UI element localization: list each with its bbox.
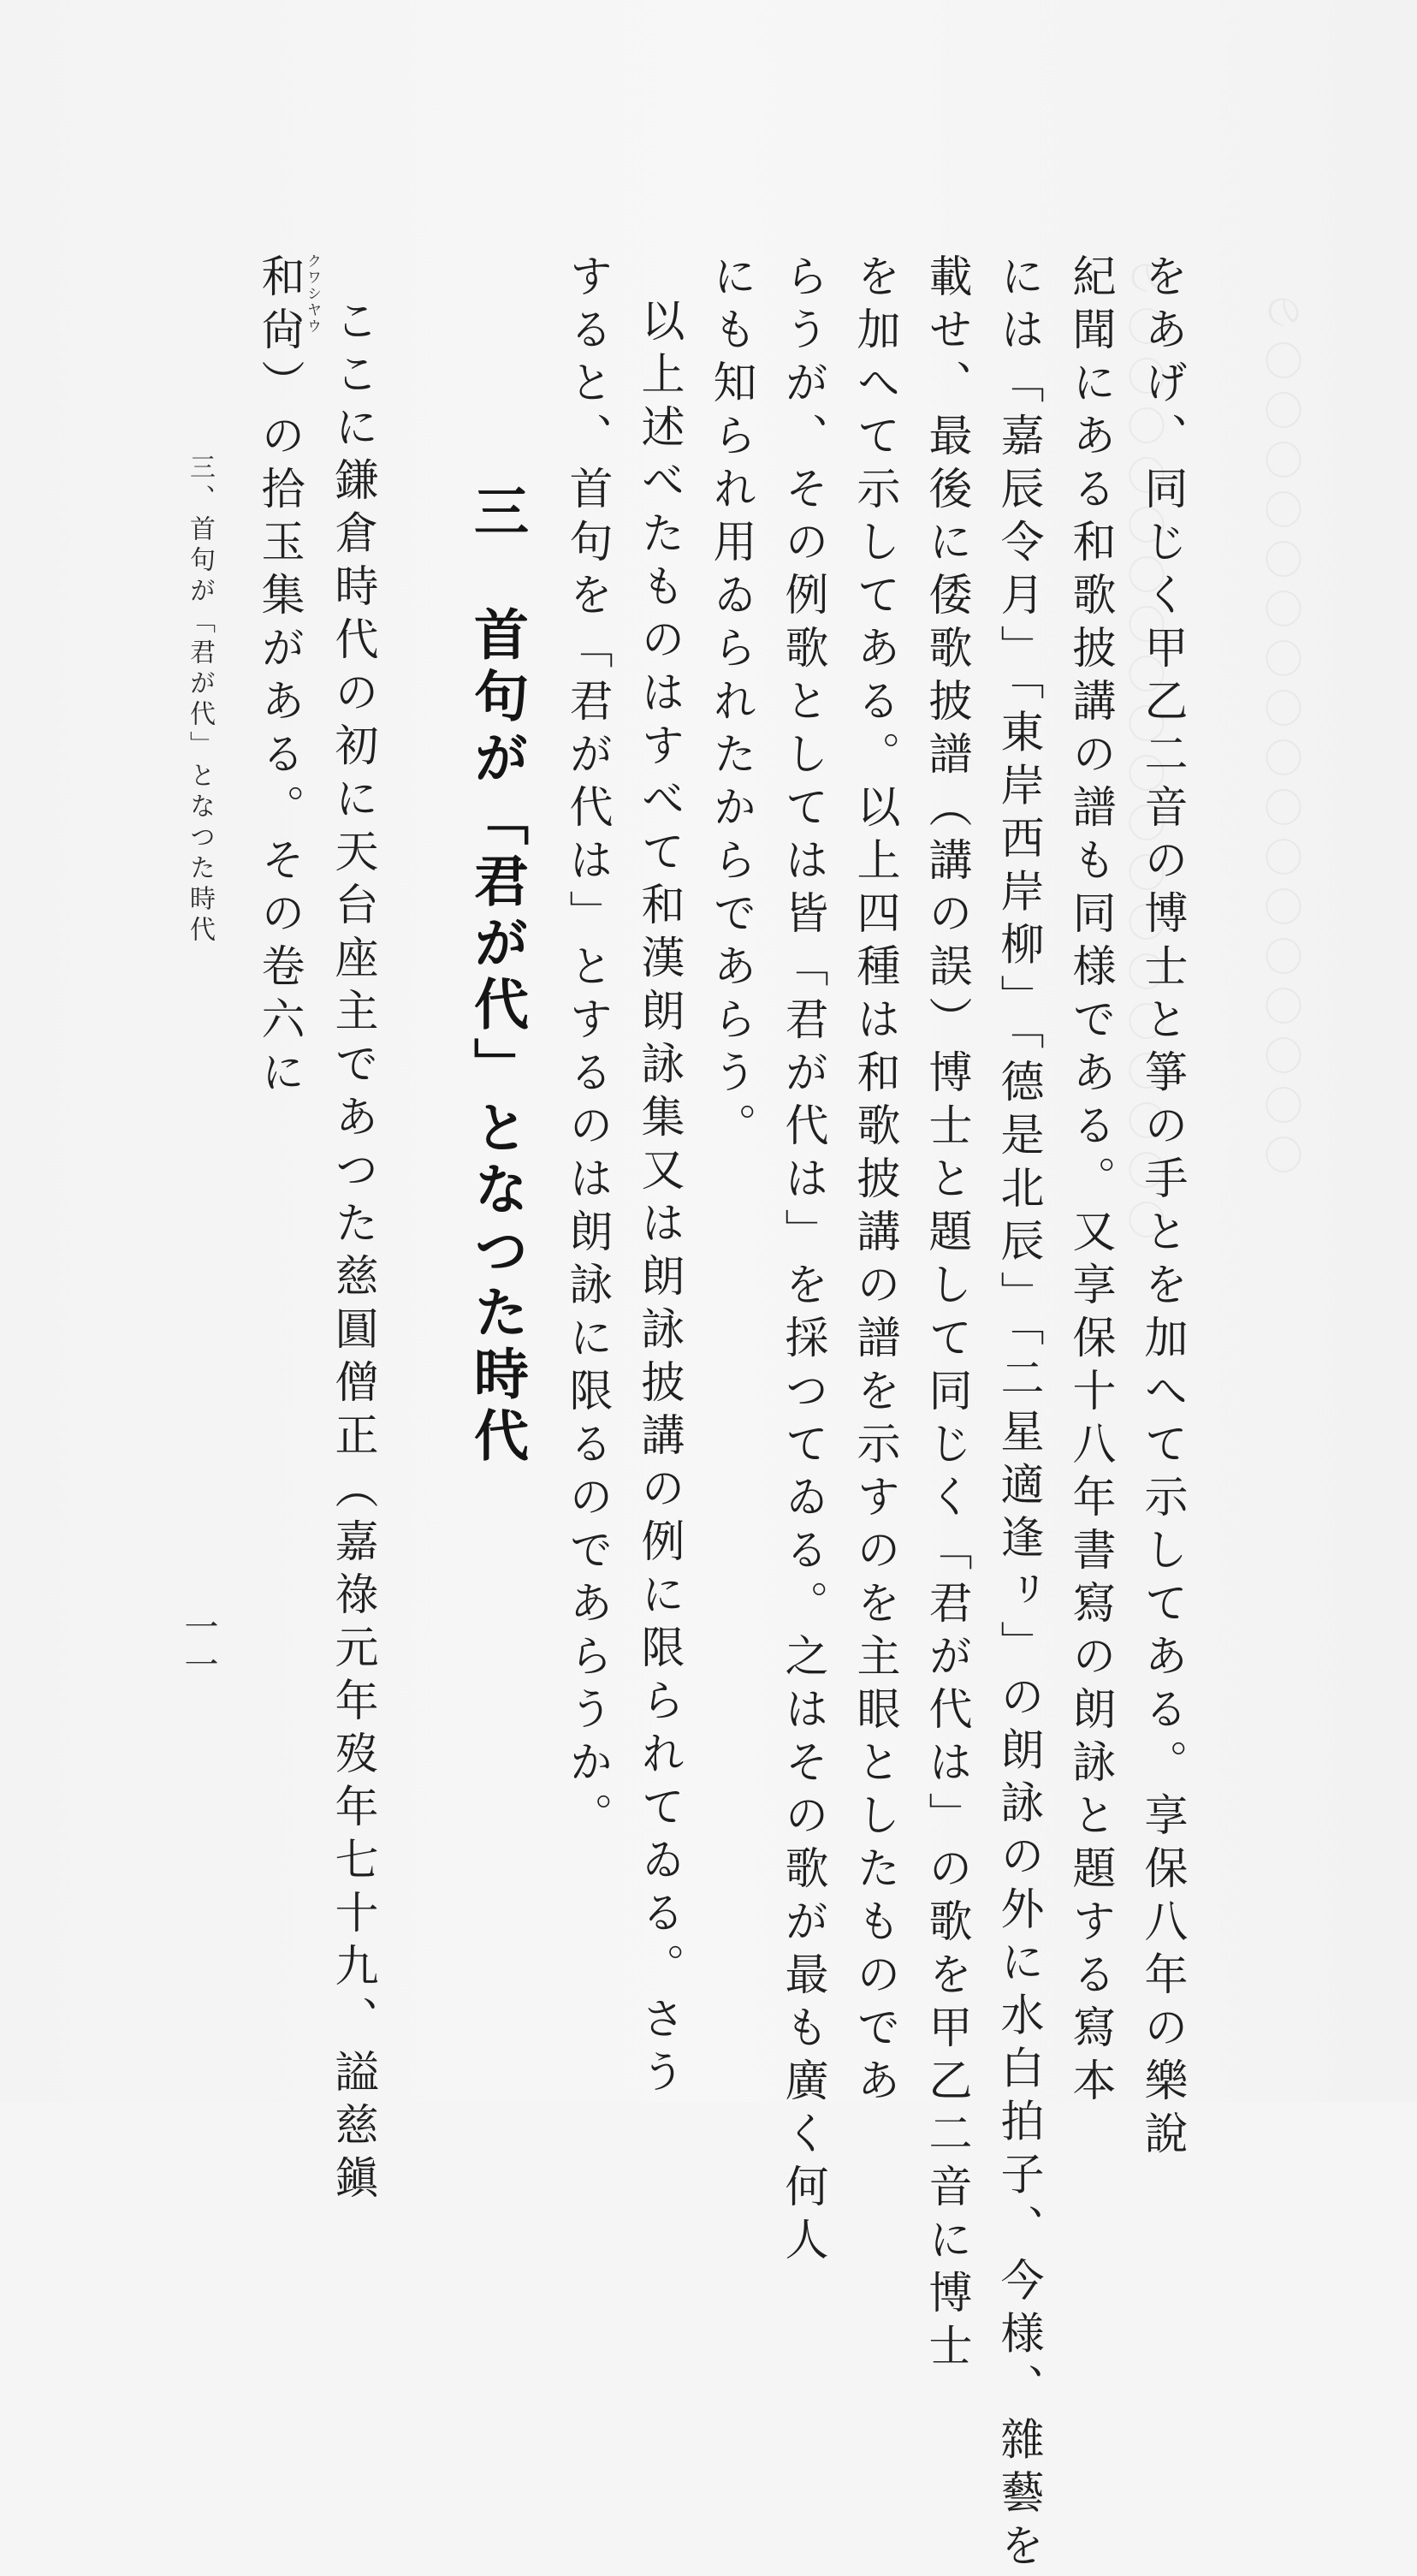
- body-text-column: にも知られ用ゐられたからであらう。: [705, 253, 756, 1155]
- body-text-column: すると、首句を「君が代は」とするのは朗詠に限るのであらうか。: [561, 253, 612, 1845]
- running-head: 三、首句が「君が代」となつた時代: [185, 454, 215, 947]
- furigana-ruby: クワシヤウ: [304, 253, 321, 335]
- body-text-column: らうが、その例歌としては皆「君が代は」を採つてゐる。之はその歌が最も廣く何人: [777, 253, 827, 2270]
- body-text-column: 紀聞にある和歌披講の譜も同様である。又享保十八年書寫の朗詠と題する寫本: [1064, 253, 1115, 2110]
- body-text-column: 載せ、最後に倭歌披譜（講の誤）博士と題して同じく「君が代は」の歌を甲乙二音に博士: [921, 253, 971, 2376]
- page-number: 一一: [179, 1609, 218, 1684]
- body-text-column: をあげ、同じく甲乙二音の博士と箏の手とを加へて示してある。享保八年の樂說: [1136, 253, 1187, 2163]
- body-text-column: 和尙）の拾玉集がある。その卷六に: [253, 253, 304, 1102]
- body-text-column: を加へて示してある。以上四種は和歌披講の譜を示すのを主眼としたものであ: [849, 253, 899, 2110]
- body-text-column: には「嘉辰令月」「東岸西岸柳」「德是北辰」「二星適逢ㇼ」の朗詠の外に水白拍子、今様、雜藝を: [993, 253, 1043, 2576]
- section-heading: 三 首句が「君が代」となつた時代: [465, 483, 529, 1469]
- body-text-column: 以上述べたものはすべて和漢朗詠集又は朗詠披講の例に限られてゐる。さう: [633, 298, 684, 2102]
- show-through-text: [1258, 291, 1314, 1184]
- body-text-column: ここに鎌倉時代の初に天台座主であつた慈圓僧正（嘉祿元年歿年七十九、謚慈鎭: [327, 298, 377, 2208]
